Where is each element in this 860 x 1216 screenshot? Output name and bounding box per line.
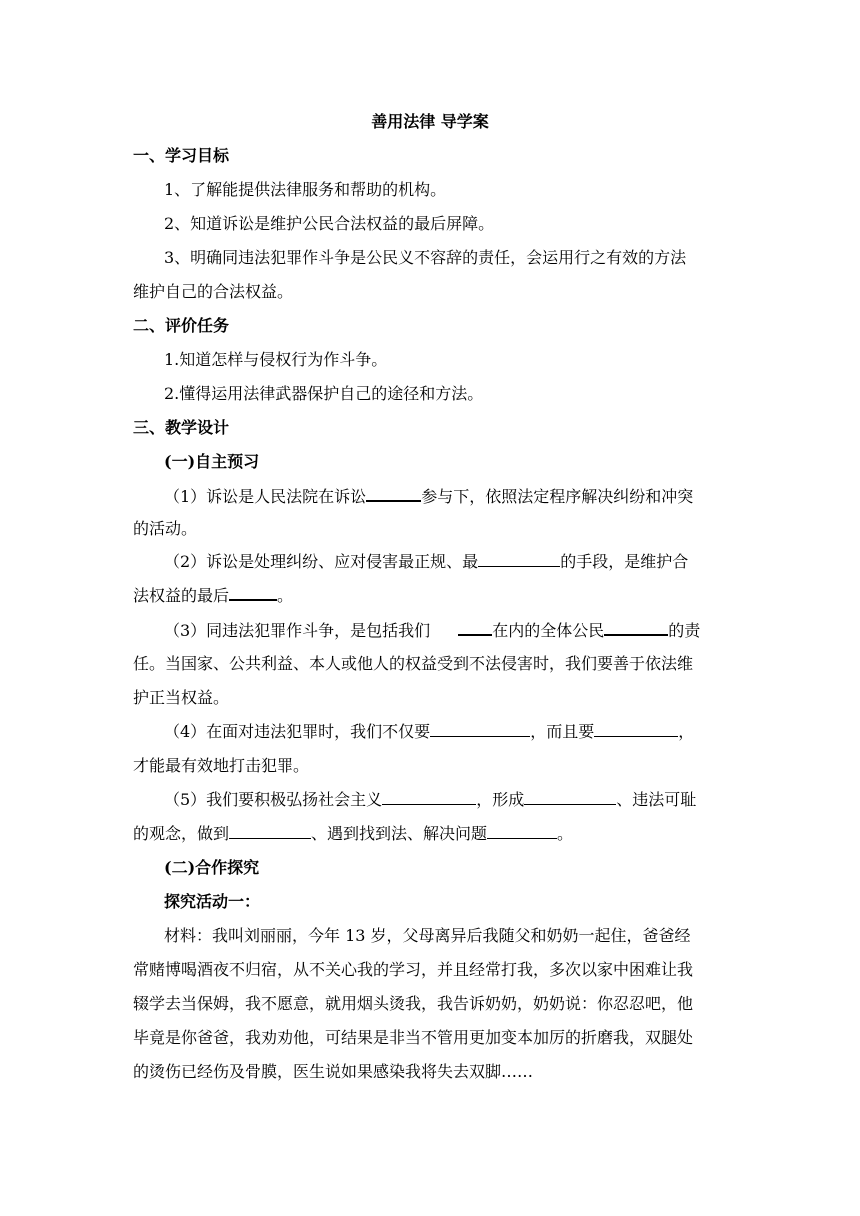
question-5-continued <box>133 824 733 844</box>
question-3-blank-2 <box>604 620 668 636</box>
evaluation-item-2: 2.懂得运用法律武器保护自己的途径和方法。 <box>164 384 484 403</box>
objective-item-3: 3、明确同违法犯罪作斗争是公民义不容辞的责任，会运用行之有效的方法 <box>164 248 687 267</box>
section-heading-teaching-design: 三、教学设计 <box>133 418 230 437</box>
question-4-continued: 才能最有效地打击犯罪。 <box>133 756 310 775</box>
question-2-text-a: （2）诉讼是处理纠纷、应对侵害最正规、最 <box>164 552 479 571</box>
question-4-blank-2 <box>594 722 678 737</box>
material-line-2: 常赌博喝酒夜不归宿，从不关心我的学习，并且经常打我，多次以家中困难让我 <box>133 960 694 979</box>
question-5 <box>164 790 734 810</box>
material-line-5: 的烫伤已经伤及骨膜，医生说如果感染我将失去双脚…… <box>133 1062 534 1081</box>
question-2-blank-2 <box>229 585 277 601</box>
material-line-1: 材料：我叫刘丽丽，今年 13 岁，父母离异后我随父和奶奶一起住，爸爸经 <box>164 926 691 945</box>
question-2-continued <box>133 585 733 606</box>
document-title: 善用法律 导学案 <box>371 112 489 131</box>
question-5-blank-3 <box>229 824 311 839</box>
question-2-text-d: 。 <box>277 586 294 605</box>
question-4-text-a: （4）在面对违法犯罪时，我们不仅要 <box>164 722 431 741</box>
objective-item-2: 2、知道诉讼是维护公民合法权益的最后屏障。 <box>164 214 495 233</box>
question-3-continued-2: 护正当权益。 <box>133 688 230 707</box>
activity-heading: 探究活动一： <box>164 892 261 911</box>
question-5-blank-2 <box>524 790 616 805</box>
question-5-text-d: 的观念，做到 <box>133 824 230 843</box>
section-heading-evaluation: 二、评价任务 <box>133 316 230 335</box>
question-4-blank-1 <box>430 722 530 737</box>
question-5-text-c: 、违法可耻 <box>616 790 697 809</box>
objective-item-3-continued: 维护自己的合法权益。 <box>133 282 294 301</box>
question-5-blank-1 <box>382 790 476 805</box>
question-1-text-b: 参与下，依照法定程序解决纠纷和冲突 <box>421 487 694 506</box>
material-line-4: 毕竟是你爸爸，我劝劝他，可结果是非当不管用更加变本加厉的折磨我，双腿处 <box>133 1028 694 1047</box>
question-3-text-c: 的责 <box>668 621 701 640</box>
question-3 <box>164 620 734 641</box>
question-3-continued: 任。当国家、公共利益、本人或他人的权益受到不法侵害时，我们要善于依法维 <box>133 654 694 673</box>
subheading-self-study: (一)自主预习 <box>164 452 260 471</box>
question-2-text-b: 的手段，是维护合 <box>560 552 689 571</box>
question-2-blank-1 <box>478 552 560 567</box>
question-4 <box>164 722 734 742</box>
material-line-3: 辍学去当保姆，我不愿意，就用烟头烫我，我告诉奶奶，奶奶说：你忍忍吧，他 <box>133 994 694 1013</box>
question-5-text-e: 、遇到找到法、解决问题 <box>311 824 488 843</box>
subheading-cooperative-inquiry: (二)合作探究 <box>164 858 260 877</box>
objective-item-1: 1、了解能提供法律服务和帮助的机构。 <box>164 180 447 199</box>
question-1 <box>164 486 734 507</box>
question-2 <box>164 552 734 572</box>
question-3-text-b: 在内的全体公民 <box>492 621 605 640</box>
question-5-blank-4 <box>487 824 557 839</box>
question-1-continued: 的活动。 <box>133 519 198 538</box>
section-heading-objectives: 一、学习目标 <box>133 146 230 165</box>
question-3-blank-1 <box>458 620 492 636</box>
question-5-text-f: 。 <box>557 824 574 843</box>
question-4-text-c: ， <box>678 722 695 741</box>
question-5-text-b: ，形成 <box>476 790 525 809</box>
question-3-text-a: （3）同违法犯罪作斗争，是包括我们 <box>164 621 431 640</box>
question-2-text-c: 法权益的最后 <box>133 586 230 605</box>
question-1-blank <box>366 486 421 502</box>
question-4-text-b: ，而且要 <box>530 722 595 741</box>
evaluation-item-1: 1.知道怎样与侵权行为作斗争。 <box>164 350 388 369</box>
question-1-text-a: （1）诉讼是人民法院在诉讼 <box>164 487 367 506</box>
question-5-text-a: （5）我们要积极弘扬社会主义 <box>164 790 383 809</box>
